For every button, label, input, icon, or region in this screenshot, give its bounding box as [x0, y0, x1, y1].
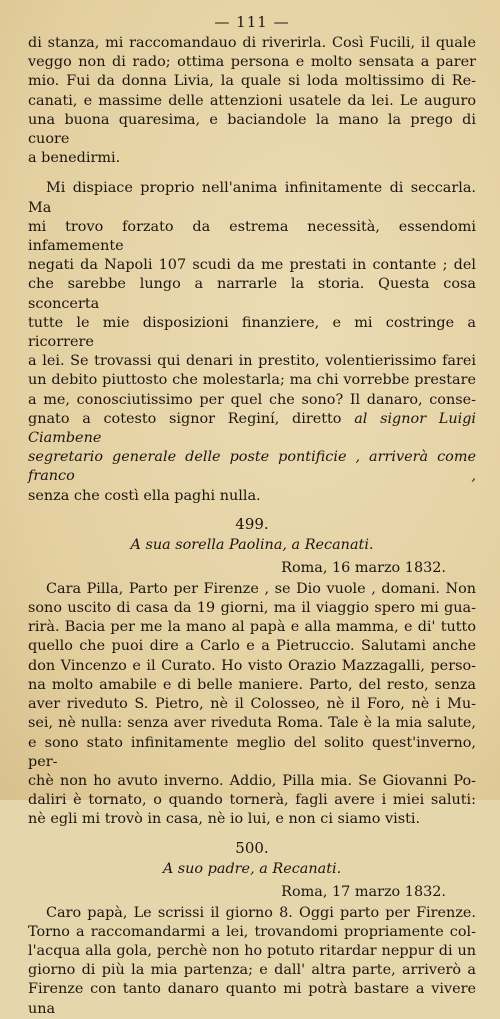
text-line: na molto amabile e di belle maniere. Parto, del resto, senza: [28, 676, 476, 693]
text-line: senza che costì ella paghi nulla.: [28, 487, 261, 504]
text-line: don Vincenzo e il Curato. Ho visto Orazio Mazzagalli, perso-: [28, 657, 476, 674]
text-line-mixed: [28, 410, 476, 448]
text-line: quello che puoi dire a Carlo e a Pietruccio. Salutami anche: [28, 638, 476, 655]
paragraph-loan-request: [28, 179, 476, 505]
text-line: Caro papà, Le scrissi il giorno 8. Oggi parto per Firenze.: [46, 904, 476, 921]
text-line: Mi dispiace proprio nell'anima infinitamente di seccarla. Ma: [28, 180, 476, 216]
text-line-italic: segretario generale delle poste pontificie , arriverà come franco ,: [28, 449, 476, 485]
text-line: giorno di più la mia partenza; e dall' altra parte, arriverò a: [28, 962, 476, 979]
text-line: aver riveduto S. Pietro, nè il Colosseo, nè il Foro, nè i Mu-: [28, 696, 476, 713]
text-line: Cara Pilla, Parto per Firenze , se Dio vuole , domani. Non: [46, 580, 476, 597]
letter-dateline: Roma, 16 marzo 1832.: [281, 559, 446, 576]
text-line: negati da Napoli 107 scudi da me prestati in contante ; del: [28, 257, 476, 274]
text-line: di stanza, mi raccomandauo di riverirla. Così Fucili, il quale: [28, 35, 476, 51]
text-line: sei, nè nulla: senza aver riveduta Roma. Tale è la mia salute,: [28, 715, 476, 732]
text-line: nè egli mi trovò in casa, nè io lui, e non ci siamo visti.: [28, 811, 421, 828]
text-line: e sono stato infinitamente meglio del solito quest'inverno, per-: [28, 734, 476, 770]
text-segment: gnato a cotesto signor Reginí, diretto: [28, 410, 342, 427]
letter-number: 500.: [235, 838, 269, 857]
text-line: a me, conosciutissimo per quel che sono? Il danaro, conse-: [28, 391, 476, 408]
text-line: daliri è tornato, o quando tornerà, fagli avere i miei saluti:: [28, 792, 476, 809]
text-line: Firenze con tanto danaro quanto mi potrà bastare a vivere una: [28, 981, 476, 1017]
letter-recipient: A sua sorella Paolina, a Recanati.: [130, 536, 374, 553]
letter-number: 499.: [235, 514, 269, 533]
text-line: chè non ho avuto inverno. Addio, Pilla mia. Se Giovanni Po-: [28, 772, 476, 789]
italic-addressee: al signor Luigi Ciambene: [28, 410, 477, 447]
text-line: mio. Fui da donna Livia, la quale si loda moltissimo di Re-: [28, 73, 476, 90]
letter-body: [28, 580, 476, 830]
paragraph-continuation: [28, 34, 476, 168]
text-line: una buona quaresima, e baciandole la mano la prego di cuore: [28, 111, 476, 148]
text-line: veggo non di rado; ottima persona e molto sensata a parer: [28, 54, 476, 71]
text-line: a benedirmi.: [28, 150, 121, 167]
text-line: che sarebbe lungo a narrarle la storia. Questa cosa sconcerta: [28, 276, 476, 312]
text-line: l'acqua alla gola, perchè non ho potuto ritardar neppur di un: [28, 942, 476, 959]
text-line: rirà. Bacia per me la mano al papà e alla mamma, e di' tutto: [28, 619, 476, 636]
text-line: a lei. Se trovassi qui denari in prestito, volentierissimo farei: [28, 353, 476, 370]
text-line: mi trovo forzato da estrema necessità, essendomi infamemente: [28, 218, 476, 255]
text-line: sono uscito di casa da 19 giorni, ma il viaggio spero mi gua-: [28, 600, 476, 617]
text-line: tutte le mie disposizioni finanziere, e mi costringe a ricorrere: [28, 314, 476, 351]
page-number: — 111 —: [214, 13, 290, 31]
letter-recipient: A suo padre, a Recanati.: [162, 860, 342, 877]
text-line: un debito piuttosto che molestarla; ma chi vorrebbe prestare: [28, 372, 476, 389]
letter-dateline: Roma, 17 marzo 1832.: [281, 883, 446, 900]
text-line: canati, e massime delle attenzioni usatele da lei. Le auguro: [28, 92, 476, 109]
text-line: Torno a raccomandarmi a lei, trovandomi propriamente col-: [28, 923, 476, 940]
letter-body: [28, 904, 476, 1019]
paragraph-gap: [28, 168, 476, 179]
